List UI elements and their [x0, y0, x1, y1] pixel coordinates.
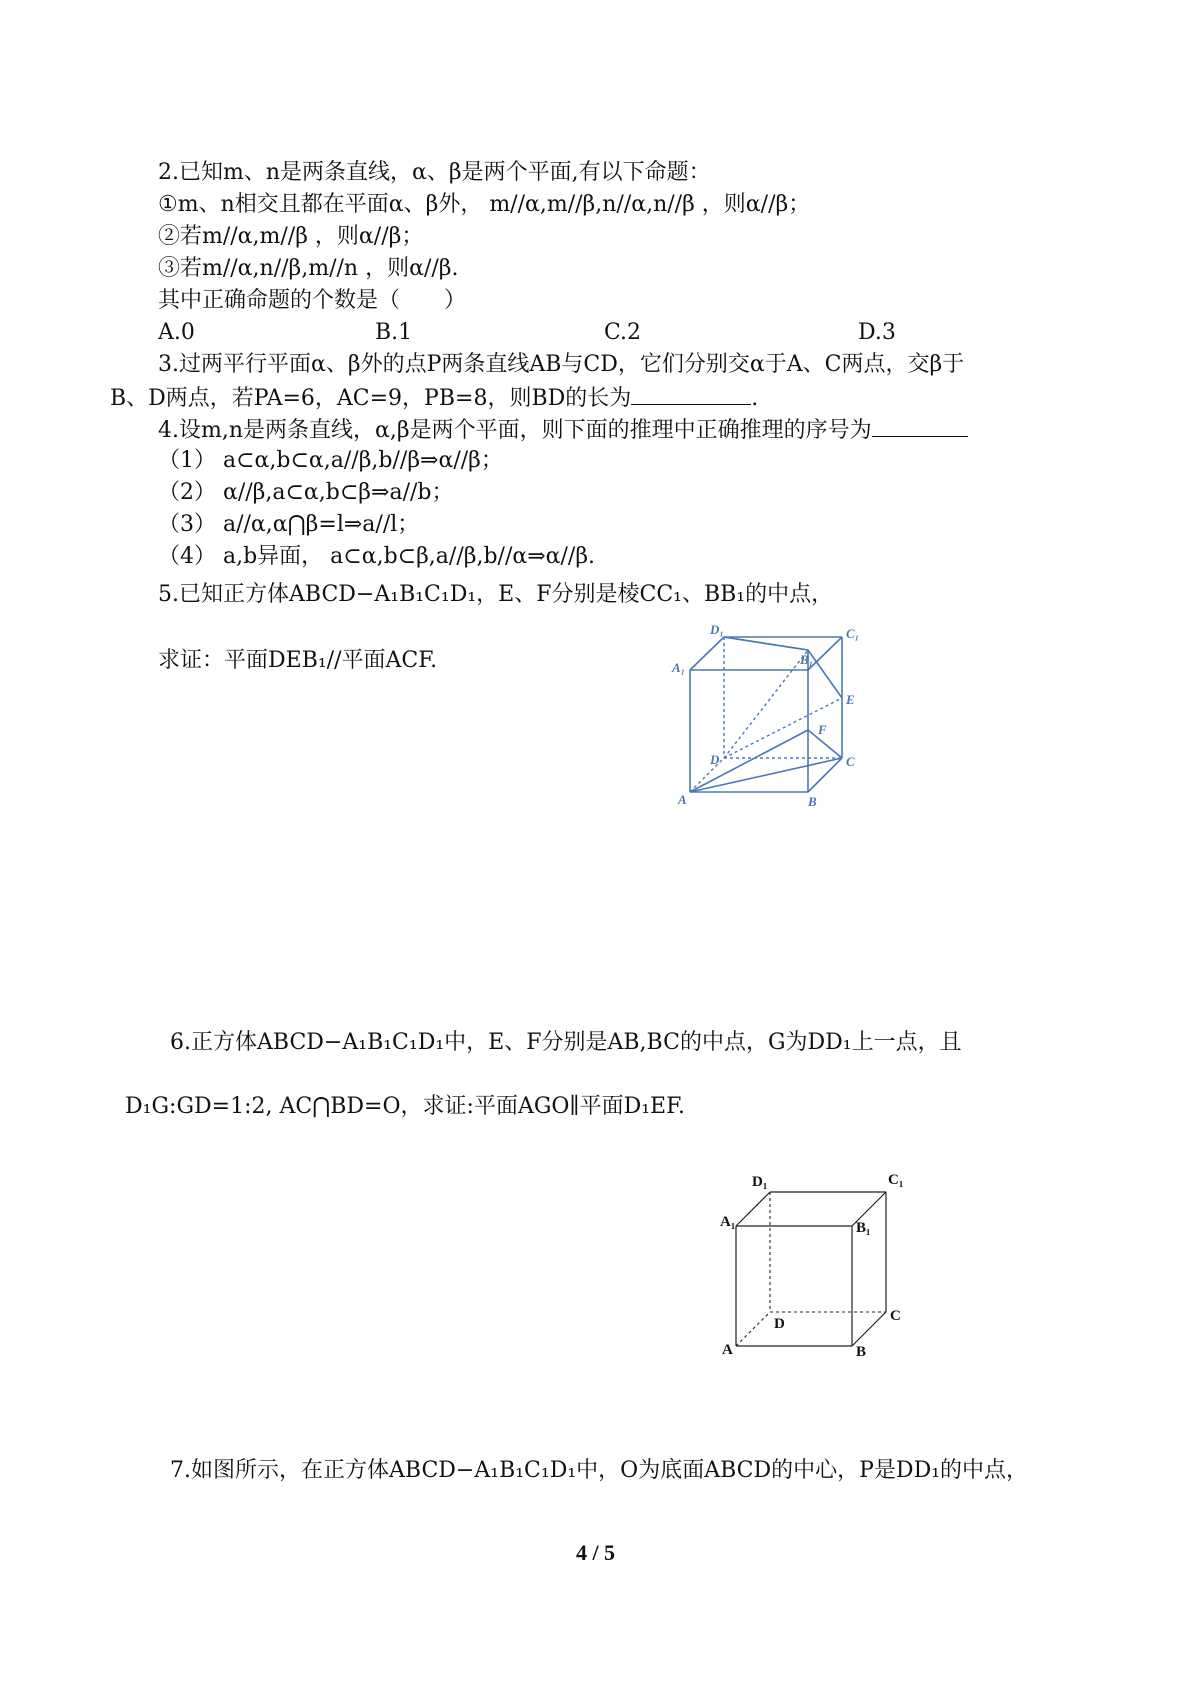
fig1-label-e: E	[846, 692, 855, 707]
fig2-label-d: D	[774, 1316, 785, 1332]
q4-item-4: （4） a,b异面， a⊂α,b⊂β,a//β,b//α⇒α//β.	[158, 544, 596, 569]
q2-option-c: C.2	[604, 320, 642, 345]
fig2-label-c1: C₁	[888, 1172, 904, 1188]
q2-item-3: ③若m//α,n//β,m//n ，则α//β.	[158, 256, 459, 281]
fig1-label-c1: C₁	[846, 626, 860, 641]
cube-figure-2	[720, 1160, 920, 1360]
q4-answer-blank[interactable]	[872, 414, 968, 437]
fig2-label-a1: A₁	[720, 1214, 736, 1230]
q3-line-2	[110, 382, 758, 414]
q5-line-1: 5.已知正方体ABCD−A₁B₁C₁D₁，E、F分别是棱CC₁、BB₁的中点，	[158, 582, 834, 607]
q6-line-2: D₁G:GD=1:2, AC⋂BD=O，求证:平面AGO∥平面D₁EF.	[125, 1094, 685, 1119]
q5-line-2: 求证：平面DEB₁//平面ACF.	[158, 648, 438, 673]
q4-stem	[158, 414, 968, 446]
fig1-label-b1: B₁	[800, 652, 814, 667]
q2-option-d: D.3	[858, 320, 896, 345]
q2-option-b: B.1	[375, 320, 413, 345]
fig2-label-c: C	[890, 1308, 901, 1324]
q4-item-1: （1） a⊂α,b⊂α,a//β,b//β⇒α//β；	[158, 448, 503, 473]
q2-ask: 其中正确命题的个数是（ ）	[158, 288, 467, 313]
q4-item-3: （3） a//α,α⋂β=l⇒a//l；	[158, 512, 420, 537]
q2-stem: 2.已知m、n是两条直线，α、β是两个平面,有以下命题：	[158, 160, 711, 185]
q3-end: .	[751, 386, 759, 411]
fig1-label-d1: D₁	[710, 622, 724, 637]
fig2-label-b: B	[856, 1344, 867, 1360]
fig1-label-f: F	[818, 722, 827, 737]
fig1-label-b: B	[808, 794, 817, 809]
fig2-label-b1: B₁	[856, 1220, 871, 1236]
q2-item-2: ②若m//α,m//β ，则α//β；	[158, 224, 424, 249]
q3-text: B、D两点，若PA=6，AC=9，PB=8，则BD的长为	[110, 386, 632, 411]
q7-line-1: 7.如图所示，在正方体ABCD−A₁B₁C₁D₁中，O为底面ABCD的中心，P是DD₁的中点，	[170, 1458, 1029, 1483]
page-number: 4 / 5	[575, 1540, 616, 1565]
fig1-label-c: C	[846, 754, 855, 769]
cube-figure-1	[670, 620, 880, 820]
fig1-label-a: A	[678, 792, 687, 807]
fig2-label-d1: D₁	[752, 1174, 768, 1190]
q2-item-1: ①m、n相交且都在平面α、β外， m//α,m//β,n//α,n//β ，则α//β；	[158, 192, 811, 217]
fig1-label-d: D	[710, 752, 720, 767]
q4-stem-text: 4.设m,n是两条直线，α,β是两个平面，则下面的推理中正确推理的序号为	[158, 418, 872, 443]
q3-answer-blank[interactable]	[631, 382, 751, 405]
fig1-label-a1: A₁	[672, 660, 686, 675]
q3-line-1: 3.过两平行平面α、β外的点P两条直线AB与CD，它们分别交α于A、C两点，交β于	[158, 352, 965, 377]
q2-option-a: A.0	[158, 320, 195, 345]
fig2-label-a: A	[722, 1342, 733, 1358]
q6-line-1: 6.正方体ABCD−A₁B₁C₁D₁中，E、F分别是AB,BC的中点，G为DD₁上一点，且	[170, 1030, 962, 1055]
q4-item-2: （2） α//β,a⊂α,b⊂β⇒a//b；	[158, 480, 454, 505]
